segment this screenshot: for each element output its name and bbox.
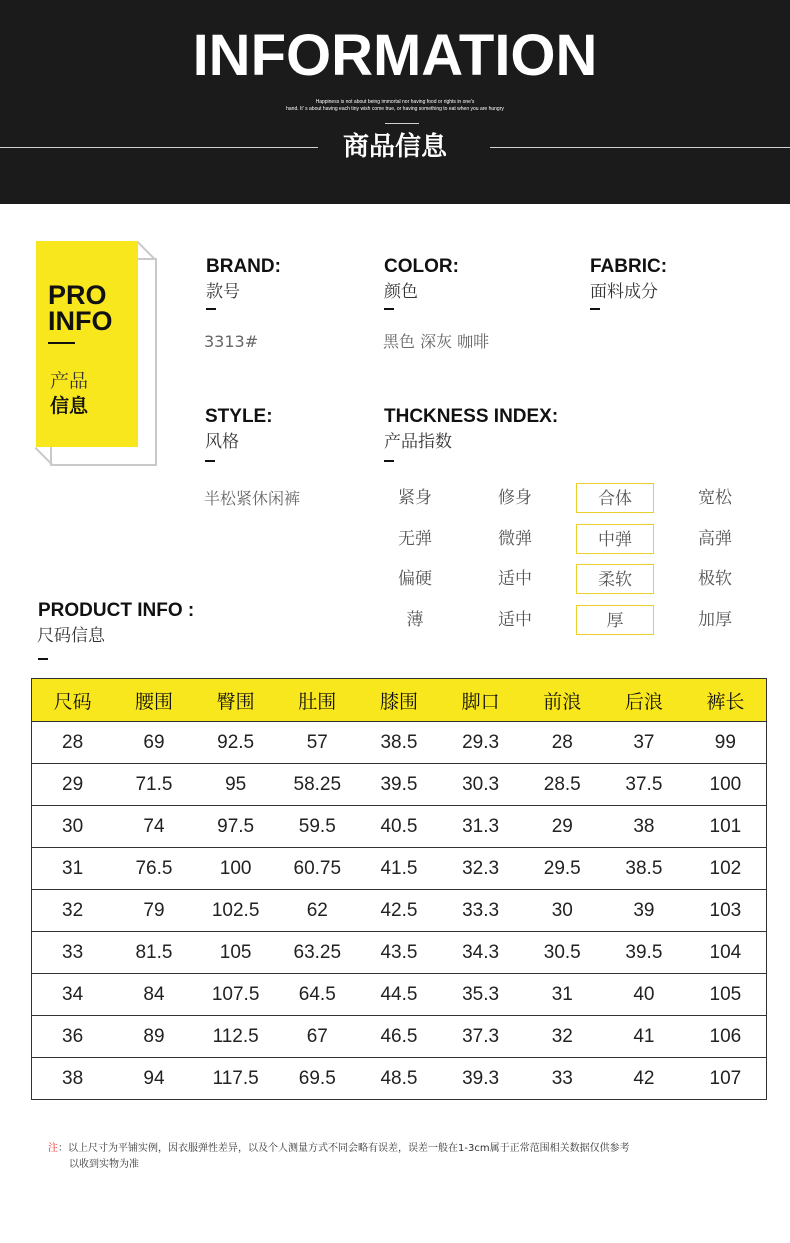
table-cell: 101 [685,806,767,848]
table-cell: 58.25 [276,764,358,806]
header-tagline-1: Happiness is not about being immortal nor having food or rights in one's [315,99,475,105]
table-header-cell: 后浪 [603,679,685,722]
thickness-option: 薄 [406,610,424,630]
table-cell: 31 [521,974,603,1016]
table-cell: 29 [32,764,114,806]
color-dash [384,308,394,310]
table-cell: 33 [32,932,114,974]
size-note-line1 [48,1141,748,1157]
table-cell: 38 [603,806,685,848]
table-cell: 71.5 [113,764,195,806]
table-cell: 33.3 [440,890,522,932]
table-row [32,932,767,974]
style-label: STYLE: [205,406,273,427]
style-sub: 风格 [205,432,239,452]
table-cell: 67 [276,1016,358,1058]
table-header-cell: 前浪 [521,679,603,722]
table-cell: 106 [685,1016,767,1058]
thickness-option: 宽松 [698,488,732,508]
table-header-cell: 脚口 [440,679,522,722]
color-label: COLOR: [384,256,459,277]
table-cell: 40.5 [358,806,440,848]
table-cell: 37.3 [440,1016,522,1058]
table-cell: 41.5 [358,848,440,890]
table-cell: 39 [603,890,685,932]
size-table-header [32,679,767,722]
thickness-option: 极软 [698,569,732,589]
badge-cn-line1: 产品 [50,370,89,392]
table-cell: 59.5 [276,806,358,848]
table-cell: 104 [685,932,767,974]
product-info-label: PRODUCT INFO : [38,600,195,621]
table-cell: 107 [685,1058,767,1100]
table-cell: 33 [521,1058,603,1100]
badge-dash [48,342,75,344]
table-cell: 79 [113,890,195,932]
table-cell: 48.5 [358,1058,440,1100]
table-header-cell: 膝围 [358,679,440,722]
table-header-cell: 裤长 [685,679,767,722]
note-prefix: 注 [48,1143,58,1154]
table-cell: 84 [113,974,195,1016]
table-cell: 62 [276,890,358,932]
table-cell: 81.5 [113,932,195,974]
thickness-option-selected: 中弹 [576,524,654,554]
style-value: 半松紧休闲裤 [204,489,301,508]
table-cell: 74 [113,806,195,848]
table-cell: 32 [521,1016,603,1058]
table-cell: 60.75 [276,848,358,890]
table-cell: 42.5 [358,890,440,932]
table-row [32,1058,767,1100]
table-cell: 39.5 [603,932,685,974]
table-cell: 39.5 [358,764,440,806]
table-cell: 112.5 [195,1016,277,1058]
table-cell: 89 [113,1016,195,1058]
table-cell: 64.5 [276,974,358,1016]
table-cell: 97.5 [195,806,277,848]
table-cell: 28 [32,722,114,764]
thickness-sub: 产品指数 [384,432,452,452]
table-cell: 32.3 [440,848,522,890]
thickness-option: 加厚 [698,610,732,630]
table-cell: 36 [32,1016,114,1058]
table-cell: 41 [603,1016,685,1058]
fabric-dash [590,308,600,310]
thickness-option-selected: 合体 [576,483,654,513]
table-cell: 34.3 [440,932,522,974]
note-text-2: 以收到实物为准 [69,1159,139,1170]
table-cell: 29.5 [521,848,603,890]
style-dash [205,460,215,462]
thickness-option: 适中 [498,610,532,630]
table-cell: 69.5 [276,1058,358,1100]
table-cell: 117.5 [195,1058,277,1100]
table-row [32,848,767,890]
table-cell: 105 [195,932,277,974]
table-cell: 30 [521,890,603,932]
table-cell: 40 [603,974,685,1016]
header-divider-short [385,123,419,124]
table-row [32,974,767,1016]
table-cell: 57 [276,722,358,764]
table-cell: 28 [521,722,603,764]
table-cell: 63.25 [276,932,358,974]
header-title: INFORMATION [192,23,598,88]
table-cell: 94 [113,1058,195,1100]
thickness-option: 偏硬 [398,569,432,589]
table-row [32,806,767,848]
table-header-cell: 臀围 [195,679,277,722]
table-cell: 105 [685,974,767,1016]
badge-title [48,282,138,334]
table-cell: 95 [195,764,277,806]
thickness-option: 无弹 [398,529,432,549]
table-cell: 30.3 [440,764,522,806]
table-cell: 102 [685,848,767,890]
table-row [32,722,767,764]
table-cell: 37.5 [603,764,685,806]
thickness-option-selected: 柔软 [576,564,654,594]
table-cell: 76.5 [113,848,195,890]
size-note [48,1141,748,1173]
table-cell: 38.5 [358,722,440,764]
thickness-option: 修身 [498,488,532,508]
color-value: 黑色 深灰 咖啡 [383,332,490,351]
table-header-cell: 肚围 [276,679,358,722]
thickness-dash [384,460,394,462]
thickness-option-selected: 厚 [576,605,654,635]
table-cell: 34 [32,974,114,1016]
table-cell: 69 [113,722,195,764]
size-table [31,678,767,1100]
table-row [32,1016,767,1058]
table-cell: 103 [685,890,767,932]
table-cell: 100 [195,848,277,890]
thickness-option: 适中 [498,569,532,589]
table-cell: 35.3 [440,974,522,1016]
table-cell: 43.5 [358,932,440,974]
table-cell: 28.5 [521,764,603,806]
thickness-label: THCKNESS INDEX: [384,406,559,427]
badge-edge-line [137,241,155,259]
table-cell: 31 [32,848,114,890]
thickness-option: 紧身 [398,488,432,508]
table-cell: 29.3 [440,722,522,764]
table-cell: 102.5 [195,890,277,932]
fabric-label: FABRIC: [590,256,668,277]
table-cell: 44.5 [358,974,440,1016]
table-row [32,890,767,932]
brand-label: BRAND: [206,256,281,277]
table-cell: 92.5 [195,722,277,764]
brand-dash [206,308,216,310]
table-cell: 30.5 [521,932,603,974]
table-cell: 31.3 [440,806,522,848]
table-cell: 29 [521,806,603,848]
brand-sub: 款号 [206,282,240,302]
header-title-cn: 商品信息 [342,132,447,162]
table-cell: 46.5 [358,1016,440,1058]
header-banner [0,0,790,204]
table-cell: 100 [685,764,767,806]
product-info-dash [38,658,48,660]
product-info-sub: 尺码信息 [37,626,105,646]
table-row [32,764,767,806]
table-cell: 37 [603,722,685,764]
thickness-option: 微弹 [498,529,532,549]
brand-value: 3313# [204,332,259,351]
table-cell: 99 [685,722,767,764]
table-header-cell: 尺码 [32,679,114,722]
size-table-body [32,722,767,1100]
thickness-option: 高弹 [698,529,732,549]
header-tagline-2: hand. It' s about having each tiny wish come true, or having something to eat when you are hungry [286,106,504,112]
badge-title-line1: PRO [48,280,107,310]
badge-cn-line2: 信息 [50,395,89,417]
color-sub: 颜色 [384,282,418,302]
note-text-1: ：以上尺寸为平铺实例，因衣服弹性差异，以及个人测量方式不同会略有误差，误差一般在1-3cm属于正常范围相关数据仅供参考 [58,1143,630,1154]
table-cell: 38.5 [603,848,685,890]
table-cell: 32 [32,890,114,932]
table-cell: 107.5 [195,974,277,1016]
table-header-cell: 腰围 [113,679,195,722]
table-cell: 30 [32,806,114,848]
fabric-sub: 面料成分 [590,282,658,302]
table-cell: 42 [603,1058,685,1100]
table-cell: 39.3 [440,1058,522,1100]
badge-title-line2: INFO [48,306,113,336]
table-cell: 38 [32,1058,114,1100]
